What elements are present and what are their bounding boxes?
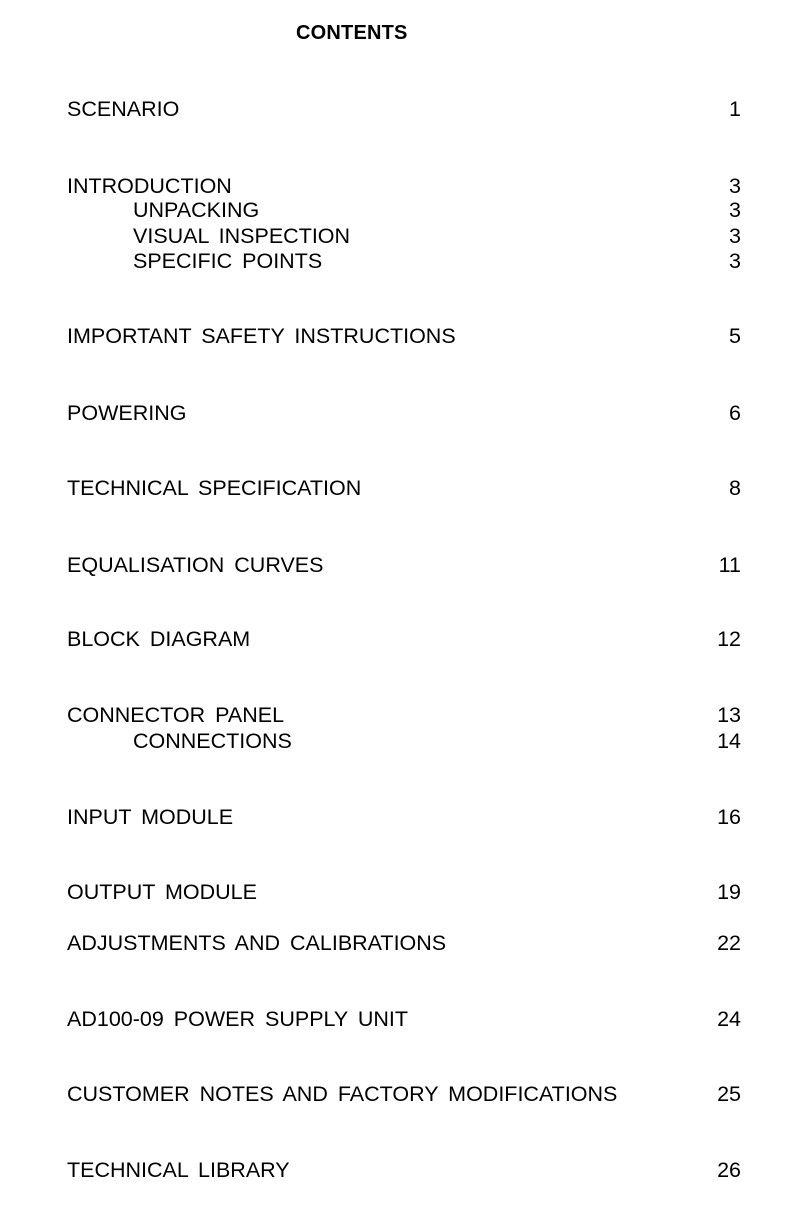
toc-entry-output-module[interactable]: [67, 879, 741, 905]
toc-entry-label: IMPORTANT SAFETY INSTRUCTIONS: [67, 324, 456, 348]
toc-entry-input-module[interactable]: [67, 804, 741, 830]
toc-entry-page: 24: [717, 1007, 741, 1031]
toc-entry-label: SPECIFIC POINTS: [133, 249, 323, 273]
toc-entry-page: 14: [717, 729, 741, 753]
toc-entry-label: UNPACKING: [133, 198, 260, 222]
toc-entry-page: 26: [717, 1158, 741, 1182]
toc-entry-page: 3: [729, 249, 741, 273]
toc-entry-label: POWERING: [67, 401, 187, 425]
toc-entry-page: 22: [717, 931, 741, 955]
toc-entry-equalisation-curves[interactable]: [67, 552, 741, 578]
toc-entry-page: 13: [717, 703, 741, 727]
toc-entry-label: TECHNICAL LIBRARY: [67, 1158, 290, 1182]
toc-entry-technical-library[interactable]: [67, 1157, 741, 1183]
toc-entry-connector-panel[interactable]: [67, 702, 741, 728]
toc-entry-label: CUSTOMER NOTES AND FACTORY MODIFICATIONS: [67, 1082, 618, 1106]
toc-entry-page: 11: [718, 553, 741, 577]
toc-entry-page: 8: [729, 476, 741, 500]
toc-entry-page: 16: [717, 805, 741, 829]
toc-entry-page: 6: [729, 401, 741, 425]
toc-entry-power-supply-unit[interactable]: [67, 1006, 741, 1032]
toc-entry-label: SCENARIO: [67, 97, 180, 121]
toc-subentry-connections[interactable]: [133, 728, 741, 754]
toc-entry-customer-notes[interactable]: [67, 1081, 741, 1107]
toc-entry-adjustments-calibrations[interactable]: [67, 930, 741, 956]
toc-entry-page: 3: [729, 198, 741, 222]
toc-entry-label: VISUAL INSPECTION: [133, 224, 351, 248]
toc-entry-page: 3: [729, 224, 741, 248]
toc-entry-label: ADJUSTMENTS AND CALIBRATIONS: [67, 931, 447, 955]
toc-subentry-visual-inspection[interactable]: [133, 223, 741, 249]
toc-entry-scenario[interactable]: [67, 96, 741, 122]
toc-entry-label: TECHNICAL SPECIFICATION: [67, 476, 362, 500]
toc-entry-label: AD100-09 POWER SUPPLY UNIT: [67, 1007, 408, 1031]
toc-entry-label: EQUALISATION CURVES: [67, 553, 324, 577]
toc-entry-page: 5: [729, 324, 741, 348]
toc-entry-page: 12: [717, 627, 741, 651]
toc-entry-label: INPUT MODULE: [67, 805, 234, 829]
toc-entry-label: CONNECTOR PANEL: [67, 703, 285, 727]
toc-entry-technical-specification[interactable]: [67, 475, 741, 501]
toc-entry-page: 1: [729, 97, 741, 121]
toc-entry-introduction[interactable]: [67, 173, 741, 199]
toc-subentry-unpacking[interactable]: [133, 197, 741, 223]
toc-subentry-specific-points[interactable]: [133, 248, 741, 274]
toc-entry-safety-instructions[interactable]: [67, 323, 741, 349]
toc-entry-block-diagram[interactable]: [67, 626, 741, 652]
toc-entry-label: OUTPUT MODULE: [67, 880, 257, 904]
toc-entry-page: 3: [729, 174, 741, 198]
toc-entry-powering[interactable]: [67, 400, 741, 426]
toc-entry-page: 19: [717, 880, 741, 904]
toc-entry-label: BLOCK DIAGRAM: [67, 627, 251, 651]
toc-entry-label: INTRODUCTION: [67, 174, 232, 198]
page-title: CONTENTS: [296, 22, 408, 44]
toc-entry-page: 25: [717, 1082, 741, 1106]
toc-entry-label: CONNECTIONS: [133, 729, 292, 753]
